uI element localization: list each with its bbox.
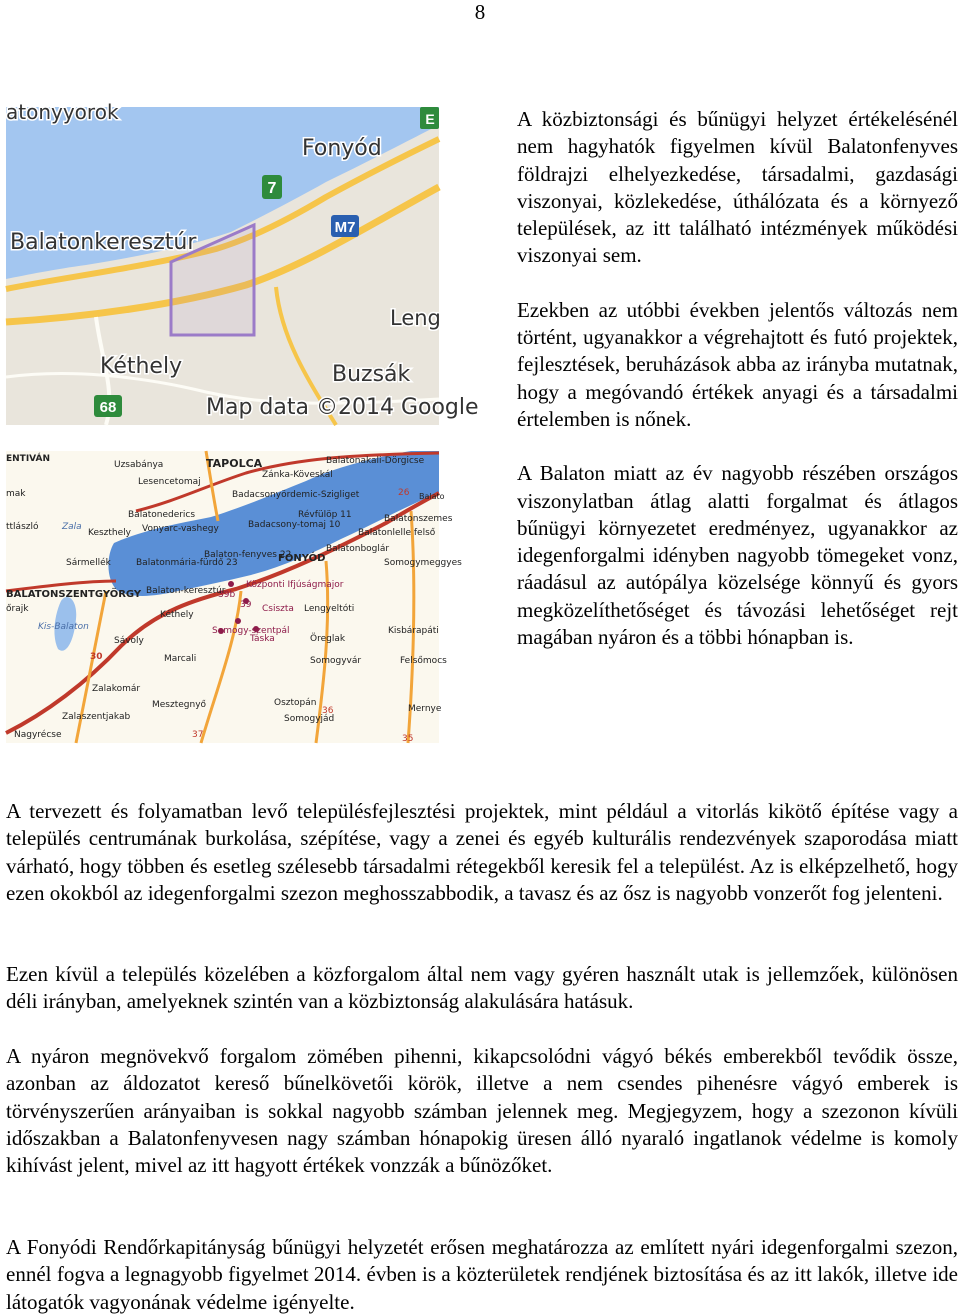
svg-text:Somogymeggyes: Somogymeggyes <box>384 558 462 568</box>
svg-text:Lesencetomaj: Lesencetomaj <box>138 477 201 487</box>
svg-text:Buzsák: Buzsák <box>332 362 411 387</box>
page-number: 8 <box>474 0 486 24</box>
svg-text:Sávoly: Sávoly <box>114 636 144 646</box>
paragraph-1: A közbiztonsági és bűnügyi helyzet értékelésénél nem hagyhatók figyelmen kívül Balatonfenyves földrajzi elhelyezkedése, társadalmi, gazdasági viszonyai, közlekedése, úthálózata és a környező települések, az itt található intézmények működési viszonyai sem. <box>517 107 958 268</box>
svg-text:Táska: Táska <box>250 634 275 644</box>
right-text-column <box>517 106 958 651</box>
svg-text:Balaton-keresztúr: Balaton-keresztúr <box>146 586 226 596</box>
svg-text:Felsőmocs: Felsőmocs <box>400 656 447 666</box>
google-map-image <box>6 100 479 425</box>
svg-text:Map data ©2014 Google: Map data ©2014 Google <box>206 395 479 420</box>
svg-text:Kis-Balaton: Kis-Balaton <box>38 622 89 632</box>
svg-text:Zalaszentjakab: Zalaszentjakab <box>62 712 131 722</box>
svg-text:BALATONSZENTGYÖRGY: BALATONSZENTGYÖRGY <box>6 589 142 600</box>
svg-text:Balatonakali-Dörgicse: Balatonakali-Dörgicse <box>326 456 425 466</box>
svg-text:ttlászló: ttlászló <box>6 522 39 532</box>
svg-text:26: 26 <box>398 488 410 498</box>
svg-text:TAPOLCA: TAPOLCA <box>206 457 263 470</box>
paragraph-4: A tervezett és folyamatban levő településfejlesztési projektek, mint például a vitorlás kikötő építése vagy a település centrumának burkolása, szépítése, vagy a zenei és egyéb kulturális rendezvények szaporodása miatt várható, hogy többen és esetleg szélesebb társadalmi rétegekből keresik fel a települést. Az is elképzelhető, hogy ezen okokból az idegenforgalmi szezon meghosszabbodik, a tavasz és az ősz is nagyobb vonzerőt fog jelenteni. <box>6 799 958 905</box>
shield-edge <box>420 107 439 129</box>
regional-road-map-image <box>6 451 462 744</box>
svg-text:Balatonkeresztúr: Balatonkeresztúr <box>10 230 197 255</box>
svg-text:Lengyeltóti: Lengyeltóti <box>304 604 355 614</box>
svg-text:Balato: Balato <box>419 492 445 501</box>
svg-text:Zalakomár: Zalakomár <box>92 684 141 694</box>
paragraph-7: A Fonyódi Rendőrkapitányság bűnügyi helyzetét erősen meghatározza az említett nyári idegenforgalmi szezon, ennél fogva a legnagyobb figyelmet 2014. évben is a közterületek rendjének biztosítása és az itt lakók, illetve ide látogatók vagyonának védelme igényelte. <box>6 1235 958 1314</box>
svg-text:Balatonlelle felső: Balatonlelle felső <box>358 528 436 538</box>
svg-text:37: 37 <box>192 730 204 740</box>
svg-text:Badacsony-tomaj 10: Badacsony-tomaj 10 <box>248 520 341 530</box>
svg-text:Somogy-szentpál: Somogy-szentpál <box>212 626 290 636</box>
shield-m7 <box>331 215 359 237</box>
svg-text:39b: 39b <box>218 590 236 600</box>
paragraph-5: Ezen kívül a település közelében a közforgalom által nem vagy gyéren használt utak is jellemzőek, különösen déli irányban, amelyeknek szintén van a közbiztonság alakulására hatásuk. <box>6 962 958 1014</box>
svg-text:Kisbárapáti: Kisbárapáti <box>388 626 439 636</box>
svg-text:őrajk: őrajk <box>6 604 29 614</box>
svg-text:Csiszta: Csiszta <box>262 604 294 614</box>
svg-text:35: 35 <box>402 734 414 744</box>
shield-road-7 <box>262 175 282 199</box>
svg-text:Balatonszemes: Balatonszemes <box>384 514 453 524</box>
svg-text:Zánka-Köveskál: Zánka-Köveskál <box>262 470 333 480</box>
svg-text:Leng: Leng <box>390 306 441 330</box>
svg-text:68: 68 <box>99 399 117 416</box>
svg-text:Balatonboglár: Balatonboglár <box>326 544 390 554</box>
svg-text:Révfülöp 11: Révfülöp 11 <box>298 510 352 520</box>
svg-text:Uzsabánya: Uzsabánya <box>114 460 164 470</box>
svg-text:atonyyorok: atonyyorok <box>6 100 119 124</box>
svg-text:Vonyarc-vashegy: Vonyarc-vashegy <box>142 524 219 534</box>
paragraph-2: Ezekben az utóbbi években jelentős változás nem történt, ugyanakkor a végrehajtott és futó projektek, fejlesztések, beruházások abba az irányba mutatnak, hogy a megóvandó értékek anyagi és a társadalmi értelemben is nőnek. <box>517 297 958 431</box>
svg-text:E: E <box>425 111 435 127</box>
svg-text:ENTIVÁN: ENTIVÁN <box>6 454 51 464</box>
svg-text:Központi Ifjúságmajor: Központi Ifjúságmajor <box>246 580 344 590</box>
svg-text:Osztopán: Osztopán <box>274 698 317 708</box>
svg-text:M7: M7 <box>334 219 356 236</box>
svg-text:Somogyvár: Somogyvár <box>310 656 362 666</box>
svg-text:Keszthely: Keszthely <box>88 528 132 538</box>
svg-text:Somogyjád: Somogyjád <box>284 714 335 724</box>
svg-text:Zala: Zala <box>62 522 82 532</box>
svg-text:7: 7 <box>267 180 277 197</box>
svg-text:Kéthely: Kéthely <box>160 610 194 620</box>
paragraph-6: A nyáron megnövekvő forgalom zömében pihenni, kikapcsolódni vágyó békés emberekből tevődik össze, azonban az áldozatot kereső bűnelkövetői körök, illetve a nem csendes pihenésre vágyó emberek is törvényszerűen arányaiban is sokkal nagyobb számban jelennek meg. Megjegyzem, hogy a szezonon kívüli időszakban a Balatonfenyvesen nagy számban hónapokig üresen álló nyaraló ingatlanok védelme is komoly kihívást jelent, mivel az itt hagyott értékek vonzzák a bűnözőket. <box>6 1044 958 1178</box>
svg-text:Öreglak: Öreglak <box>310 634 346 644</box>
svg-text:FONYÓD: FONYÓD <box>278 553 326 564</box>
svg-text:Nagyrécse: Nagyrécse <box>14 730 62 740</box>
svg-text:Balatonederics: Balatonederics <box>128 510 196 520</box>
svg-text:Sármellék: Sármellék <box>66 558 111 568</box>
svg-text:Fonyód: Fonyód <box>302 136 382 161</box>
svg-text:mak: mak <box>6 489 26 499</box>
paragraph-3: A Balaton miatt az év nagyobb részében országos viszonylatban átlag alatti forgalmat és átlagos bűnügyi környezetet eredményez, ugyanakkor az idegenforgalmi idényben nagyobb tömegeket vonz, ráadásul az autópálya közelsége könnyű és gyors megközelíthetőséget és távozási lehetőséget rejt magában nyáron és a többi hónapban is. <box>517 461 958 650</box>
svg-text:Badacsonyördemic-Szigliget: Badacsonyördemic-Szigliget <box>232 490 360 500</box>
svg-text:Marcali: Marcali <box>164 654 197 664</box>
svg-text:Mesztegnyő: Mesztegnyő <box>152 700 207 710</box>
svg-text:30: 30 <box>90 652 103 662</box>
svg-text:Mernye: Mernye <box>408 704 442 714</box>
svg-text:39: 39 <box>240 600 252 610</box>
svg-text:36: 36 <box>322 706 334 716</box>
svg-text:Kéthely: Kéthely <box>100 354 183 379</box>
shield-road-68 <box>94 395 122 417</box>
svg-text:Balatonmária-fürdő 23: Balatonmária-fürdő 23 <box>136 558 238 568</box>
svg-text:Balaton-fenyves 22: Balaton-fenyves 22 <box>204 550 292 560</box>
